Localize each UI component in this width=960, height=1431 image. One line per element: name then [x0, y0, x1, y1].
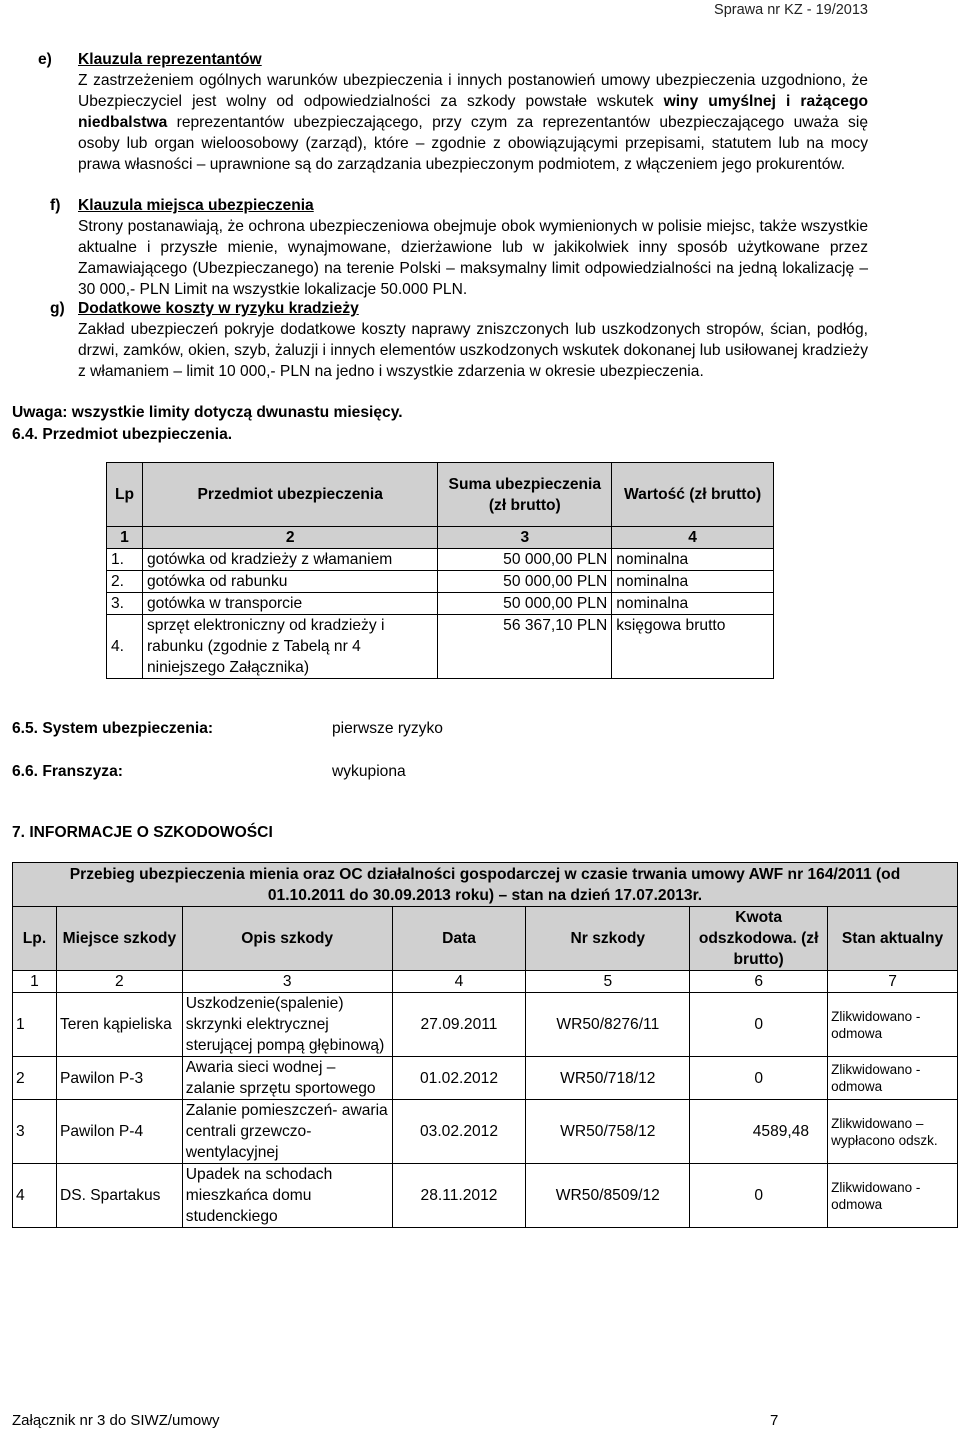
- franchise-label: 6.6. Franszyza:: [12, 763, 123, 780]
- col-header-item: Przedmiot ubezpieczenia: [142, 463, 437, 527]
- row-value: nominalna: [612, 593, 774, 615]
- row-status: Zlikwidowano - odmowa: [828, 1164, 958, 1228]
- clause-f-label: f): [50, 197, 61, 214]
- col-number: 1: [13, 971, 57, 993]
- row-amount: 0: [690, 1164, 828, 1228]
- row-amount: 0: [690, 1057, 828, 1100]
- clause-g: [12, 298, 868, 382]
- row-amount: 0: [690, 993, 828, 1057]
- col-header-date: Data: [392, 907, 526, 971]
- row-sum: 50 000,00 PLN: [438, 549, 612, 571]
- row-lp: 4: [13, 1164, 57, 1228]
- table-row: [107, 593, 774, 615]
- row-date: 03.02.2012: [392, 1100, 526, 1164]
- franchise-value: wykupiona: [332, 763, 406, 780]
- row-place: DS. Spartakus: [56, 1164, 182, 1228]
- row-lp: 1.: [107, 549, 143, 571]
- row-status: Zlikwidowano – wypłacono odszk.: [828, 1100, 958, 1164]
- clause-e-label: e): [38, 51, 52, 68]
- row-nr: WR50/718/12: [526, 1057, 690, 1100]
- table-row: [13, 1100, 958, 1164]
- claims-history-table: [12, 862, 958, 1228]
- row-desc: Upadek na schodach mieszkańca domu studenckiego: [182, 1164, 392, 1228]
- col-header-place: Miejsce szkody: [56, 907, 182, 971]
- col-header-sum: Suma ubezpieczenia (zł brutto): [438, 463, 612, 527]
- row-lp: 2.: [107, 571, 143, 593]
- row-value: nominalna: [612, 571, 774, 593]
- row-amount: 4589,48: [690, 1100, 828, 1164]
- col-number: 6: [690, 971, 828, 993]
- row-item: gotówka w transporcie: [142, 593, 437, 615]
- col-header-lp: Lp: [107, 463, 143, 527]
- row-item: gotówka od kradzieży z włamaniem: [142, 549, 437, 571]
- col-number: 3: [182, 971, 392, 993]
- row-place: Pawilon P-4: [56, 1100, 182, 1164]
- row-lp: 2: [13, 1057, 57, 1100]
- system-value: pierwsze ryzyko: [332, 720, 443, 737]
- clause-g-text: Zakład ubezpieczeń pokryje dodatkowe koszty naprawy zniszczonych lub uszkodzonych stropów, ścian, podłóg, drzwi, zamków, okien, szyb, żaluzji i innych elementów uszkodzonych wskutek dokonanej lub usiłowanej kradzieży z włamaniem – limit 10 000,- PLN na jedno i wszystkie zdarzenia w okresie ubezpieczenia.: [78, 321, 868, 380]
- col-number: 1: [107, 527, 143, 549]
- row-place: Pawilon P-3: [56, 1057, 182, 1100]
- row-lp: 3.: [107, 593, 143, 615]
- clause-g-label: g): [50, 300, 65, 317]
- row-status: Zlikwidowano - odmowa: [828, 993, 958, 1057]
- row-sum: 50 000,00 PLN: [438, 593, 612, 615]
- table-row: [13, 993, 958, 1057]
- claims-caption: Przebieg ubezpieczenia mienia oraz OC działalności gospodarczej w czasie trwania umowy AWF nr 164/2011 (od 01.10.2011 do 30.09.2013 roku) – stan na dzień 17.07.2013r.: [13, 863, 958, 907]
- col-number: 7: [828, 971, 958, 993]
- col-number: 2: [142, 527, 437, 549]
- col-number: 4: [612, 527, 774, 549]
- row-value: nominalna: [612, 549, 774, 571]
- clause-f-title: Klauzula miejsca ubezpieczenia: [78, 197, 314, 214]
- row-desc: Zalanie pomieszczeń- awaria centrali grzewczo-wentylacyjnej: [182, 1100, 392, 1164]
- row-nr: WR50/8276/11: [526, 993, 690, 1057]
- row-status: Zlikwidowano - odmowa: [828, 1057, 958, 1100]
- col-header-lp: Lp.: [13, 907, 57, 971]
- insurance-subject-table: [106, 462, 774, 679]
- page-number: 7: [770, 1412, 779, 1429]
- col-number: 5: [526, 971, 690, 993]
- table-row: [107, 571, 774, 593]
- table-row: [13, 1164, 958, 1228]
- row-value: księgowa brutto: [612, 615, 774, 679]
- row-desc: Uszkodzenie(spalenie) skrzynki elektrycznej sterującej pompą głębinową): [182, 993, 392, 1057]
- col-header-desc: Opis szkody: [182, 907, 392, 971]
- row-date: 28.11.2012: [392, 1164, 526, 1228]
- clause-f-text: Strony postanawiają, że ochrona ubezpieczeniowa obejmuje obok wymienionych w polisie miejsc, także wszystkie aktualne i przyszłe mienie, wynajmowane, dzierżawione lub w jakikolwiek inny sposób użytkowane przez Zamawiającego (Ubezpieczanego) na terenie Polski – maksymalny limit odpowiedzialności na jedną lokalizację – 30 000,- PLN Limit na wszystkie lokalizacje 50.000 PLN.: [78, 218, 868, 298]
- row-lp: 1: [13, 993, 57, 1057]
- clause-f: [12, 195, 868, 300]
- col-header-amount: Kwota odszkodowa. (zł brutto): [690, 907, 828, 971]
- table-row: [107, 615, 774, 679]
- section-6-4-title: 6.4. Przedmiot ubezpieczenia.: [12, 426, 233, 443]
- clause-e: [12, 49, 868, 175]
- system-label: 6.5. System ubezpieczenia:: [12, 720, 214, 737]
- row-desc: Awaria sieci wodnej – zalanie sprzętu sportowego: [182, 1057, 392, 1100]
- clause-g-title: Dodatkowe koszty w ryzyku kradzieży: [78, 300, 359, 317]
- section-7-title: 7. INFORMACJE O SZKODOWOŚCI: [12, 824, 273, 841]
- col-number: 3: [438, 527, 612, 549]
- row-sum: 56 367,10 PLN: [438, 615, 612, 679]
- row-item: gotówka od rabunku: [142, 571, 437, 593]
- row-nr: WR50/758/12: [526, 1100, 690, 1164]
- row-item: sprzęt elektroniczny od kradzieży i rabunku (zgodnie z Tabelą nr 4 niniejszego Załącznika): [142, 615, 437, 679]
- row-date: 27.09.2011: [392, 993, 526, 1057]
- row-lp: 4.: [107, 615, 143, 679]
- row-place: Teren kąpieliska: [56, 993, 182, 1057]
- limits-note: Uwaga: wszystkie limity dotyczą dwunastu miesięcy.: [12, 404, 403, 421]
- col-header-nr: Nr szkody: [526, 907, 690, 971]
- footer-attachment: Załącznik nr 3 do SIWZ/umowy: [12, 1412, 220, 1429]
- row-sum: 50 000,00 PLN: [438, 571, 612, 593]
- col-number: 2: [56, 971, 182, 993]
- table-row: [13, 1057, 958, 1100]
- col-header-status: Stan aktualny: [828, 907, 958, 971]
- row-date: 01.02.2012: [392, 1057, 526, 1100]
- row-nr: WR50/8509/12: [526, 1164, 690, 1228]
- clause-e-title: Klauzula reprezentantów: [78, 51, 262, 68]
- table-row: [107, 549, 774, 571]
- row-lp: 3: [13, 1100, 57, 1164]
- clause-e-text: Z zastrzeżeniem ogólnych warunków ubezpieczenia i innych postanowień umowy ubezpieczenia uzgodniono, że Ubezpieczyciel jest wolny od odpowiedzialności za szkody powstałe wskutek winy umyślnej i rażącego niedbalstwa reprezentantów ubezpieczającego, przy czym za reprezentantów ubezpieczającego uważa się osoby lub organ wieloosobowy (zarząd), które – zgodnie z obowiązującymi przepisami, statutem lub na mocy prawa własności – uprawnione są do zarządzania ubezpieczonym podmiotem, z włączeniem jego prokurentów.: [78, 72, 868, 173]
- case-number: Sprawa nr KZ - 19/2013: [714, 2, 868, 18]
- col-number: 4: [392, 971, 526, 993]
- col-header-value: Wartość (zł brutto): [612, 463, 774, 527]
